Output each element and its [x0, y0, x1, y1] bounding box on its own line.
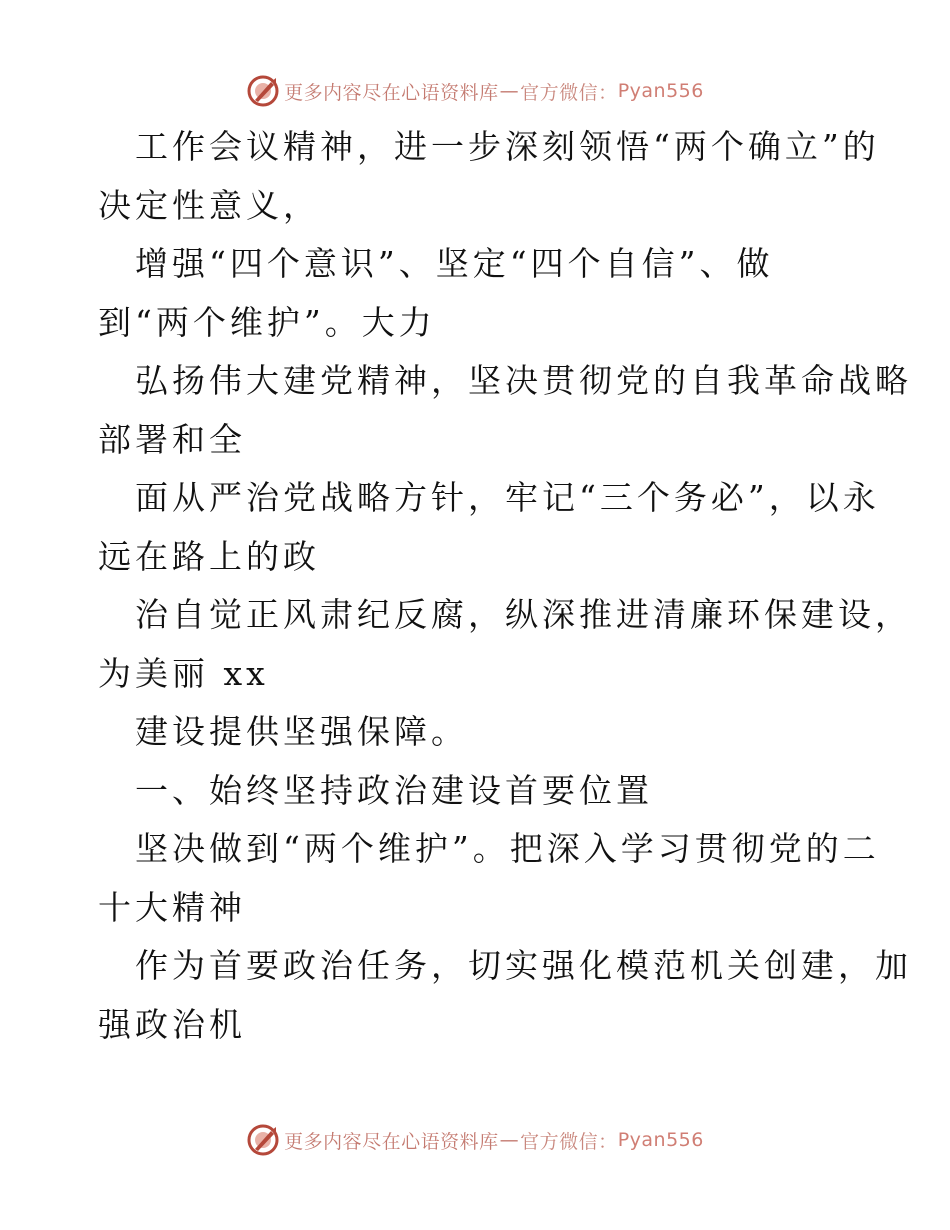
footer-separator: —	[499, 1129, 520, 1151]
body-line: 作为首要政治任务，切实强化模范机关创建，加	[135, 946, 912, 985]
footer-contact-label: 官方微信：	[520, 1130, 618, 1153]
body-line: 远在路上的政	[98, 537, 320, 576]
header-wechat-id: Pyan556	[617, 80, 704, 102]
body-line: 决定性意义，	[98, 186, 320, 225]
body-line: 面从严治党战略方针，牢记“三个务必”，以永	[135, 478, 880, 517]
body-line: 坚决做到“两个维护”。把深入学习贯彻党的二	[135, 829, 880, 868]
body-line: 建设提供坚强保障。	[135, 712, 468, 751]
quill-pen-seal-icon	[246, 1123, 280, 1157]
body-line: 弘扬伟大建党精神，坚决贯彻党的自我革命战略	[135, 361, 912, 400]
footer-banner	[0, 1120, 950, 1160]
body-line: 强政治机	[98, 1005, 246, 1044]
body-line: 增强“四个意识”、坚定“四个自信”、做	[135, 244, 774, 283]
body-line: 为美丽 xx	[98, 654, 269, 693]
header-contact-label: 官方微信：	[520, 81, 618, 104]
body-line: 工作会议精神，进一步深刻领悟“两个确立”的	[135, 127, 880, 166]
footer-wechat-id: Pyan556	[617, 1129, 704, 1151]
footer-brand-text: 更多内容尽在心语资料库	[284, 1130, 499, 1153]
body-line: 部署和全	[98, 420, 246, 459]
header-brand-text: 更多内容尽在心语资料库	[284, 81, 499, 104]
body-line: 治自觉正风肃纪反腐，纵深推进清廉环保建设，	[135, 595, 912, 634]
body-line: 十大精神	[98, 888, 246, 927]
section-heading: 一、始终坚持政治建设首要位置	[135, 771, 653, 810]
header-separator: —	[499, 80, 520, 102]
body-line: 到“两个维护”。大力	[98, 303, 436, 342]
